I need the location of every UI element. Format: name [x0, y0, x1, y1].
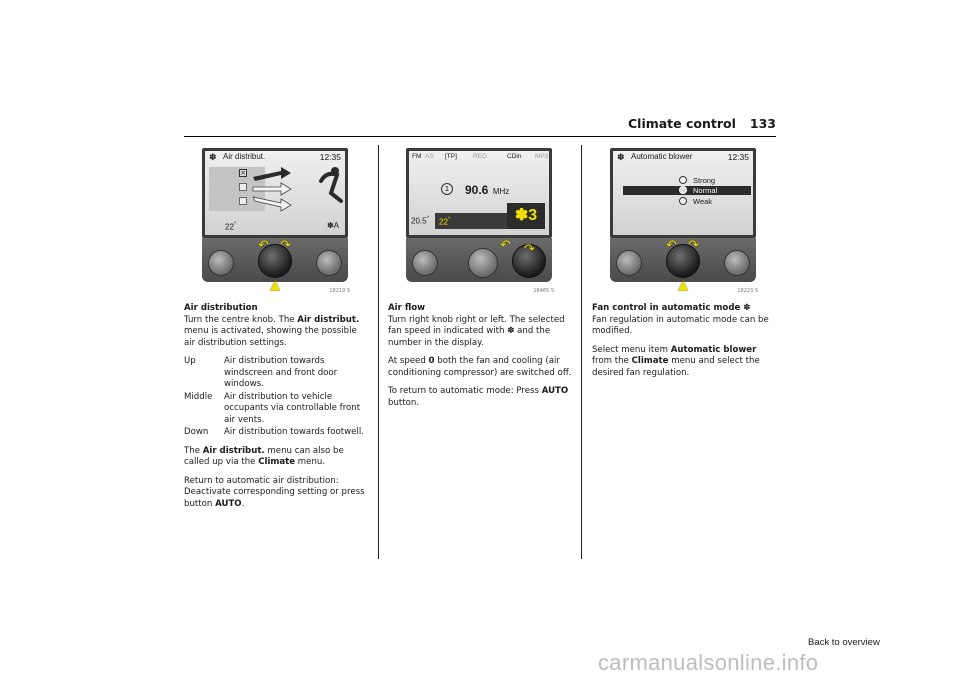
- right-knob[interactable]: [724, 250, 750, 276]
- section-heading: Fan control in automatic mode ✽: [592, 303, 751, 313]
- blower-option-weak[interactable]: Weak: [679, 197, 712, 206]
- fan-icon: ✽: [514, 207, 529, 224]
- airflow-arrows-icon: [251, 165, 345, 213]
- radio-icon: [679, 176, 687, 184]
- control-panel: [610, 238, 756, 282]
- definition-list: [184, 356, 370, 439]
- paragraph-intro: Air flow Turn right knob right or left. The selected fan speed in indicated with ✽ and the number in the display.: [388, 303, 574, 349]
- rotate-left-arrow-icon: ↶: [258, 238, 269, 253]
- screen-time: 12:35: [319, 152, 341, 162]
- paragraph: At speed 0 both the fan and cooling (air conditioning compressor) are switched off.: [388, 356, 572, 378]
- fan-icon: ✽: [617, 152, 625, 162]
- figure-code: 18465 S: [533, 288, 554, 294]
- column-divider-2: [581, 145, 582, 559]
- radio-icon: [679, 197, 687, 205]
- rotate-left-arrow-icon: ↶: [666, 238, 677, 253]
- column-divider-1: [378, 145, 379, 559]
- checkbox-middle-icon: [239, 183, 247, 191]
- column-air-distribution: [184, 303, 370, 517]
- figure-air-flow: [388, 146, 558, 296]
- screen-time: 12:35: [727, 152, 749, 162]
- climate-bar: 22°: [435, 213, 511, 229]
- paragraph: Return to automatic air distribution: Deactivate corresponding setting or press button AUTO.: [184, 475, 365, 509]
- screen-title: Air distribut.: [223, 152, 266, 161]
- section-heading: Air distribution: [184, 303, 258, 313]
- paragraph: The Air distribut. menu can also be called up via the Climate menu.: [184, 445, 344, 467]
- radio-icon: [679, 186, 687, 194]
- fan-icon: ✽: [209, 152, 217, 162]
- screen-title: Automatic blower: [631, 152, 693, 161]
- rotate-right-arrow-icon: ↷: [524, 242, 535, 257]
- display-screen: [202, 148, 348, 238]
- paragraph-intro: Air distribution Turn the centre knob. The Air distribut. menu is activated, showing the possible air distribution settings.: [184, 303, 370, 349]
- fan-speed-display: ✽3: [507, 203, 545, 229]
- blower-option-strong[interactable]: Strong: [679, 176, 715, 185]
- blower-option-normal[interactable]: Normal: [623, 186, 751, 195]
- paragraph: To return to automatic mode: Press AUTO button.: [388, 386, 569, 408]
- section-heading: Air flow: [388, 303, 426, 313]
- display-screen: FM AS [TP] REG CDin MP3 1 90.6 MHz 20.5° 22° ✽3: [406, 148, 552, 238]
- outside-temp: 20.5°: [411, 215, 430, 226]
- page-number: 133: [749, 116, 776, 131]
- press-arrow-icon: ▲: [270, 278, 280, 293]
- paragraph: Select menu item Automatic blower from the Climate menu and select the desired fan regulation.: [592, 344, 760, 378]
- right-knob[interactable]: [316, 250, 342, 276]
- control-panel: [202, 238, 348, 282]
- figure-air-distribution: [184, 146, 354, 296]
- paragraph-intro: Fan control in automatic mode ✽ Fan regulation in automatic mode can be modified.: [592, 303, 778, 338]
- watermark: carmanualsonline.info: [598, 650, 819, 675]
- left-knob[interactable]: [616, 250, 642, 276]
- fan-auto-indicator: ✽A: [326, 221, 339, 230]
- figure-automatic-blower: [592, 146, 762, 296]
- rotate-right-arrow-icon: ↷: [688, 238, 699, 253]
- temperature-readout: 22°: [225, 221, 237, 232]
- fan-icon: ✽: [743, 303, 751, 313]
- fan-icon: ✽: [507, 326, 515, 336]
- press-arrow-icon: ▲: [678, 278, 688, 293]
- section-title: Climate control: [627, 116, 736, 131]
- display-screen: [610, 148, 756, 238]
- left-knob[interactable]: [412, 250, 438, 276]
- header-rule: [184, 136, 776, 137]
- page-header: [628, 116, 776, 131]
- definition-row: Middle Air distribution to vehicle occupants via controllable front air vents.: [184, 391, 361, 425]
- preset-indicator: 1: [441, 183, 453, 195]
- definition-row: Down Air distribution towards footwell.: [184, 427, 364, 437]
- checkbox-up-icon: ×: [240, 169, 246, 177]
- fan-icon: ✽: [326, 221, 334, 230]
- left-knob[interactable]: [208, 250, 234, 276]
- back-to-overview-link[interactable]: Back to overview: [808, 637, 880, 648]
- figure-code: 18223 S: [737, 288, 758, 294]
- definition-row: Up Air distribution towards windscreen and front door windows.: [184, 356, 338, 389]
- figure-code: 18219 S: [329, 288, 350, 294]
- frequency-readout: 90.6 MHz: [465, 183, 510, 197]
- checkbox-down-icon: [239, 197, 247, 205]
- rotate-left-arrow-icon: ↶: [500, 238, 511, 253]
- column-fan-control: [592, 303, 778, 386]
- centre-knob[interactable]: [468, 248, 498, 278]
- column-air-flow: [388, 303, 574, 416]
- rotate-right-arrow-icon: ↷: [280, 238, 291, 253]
